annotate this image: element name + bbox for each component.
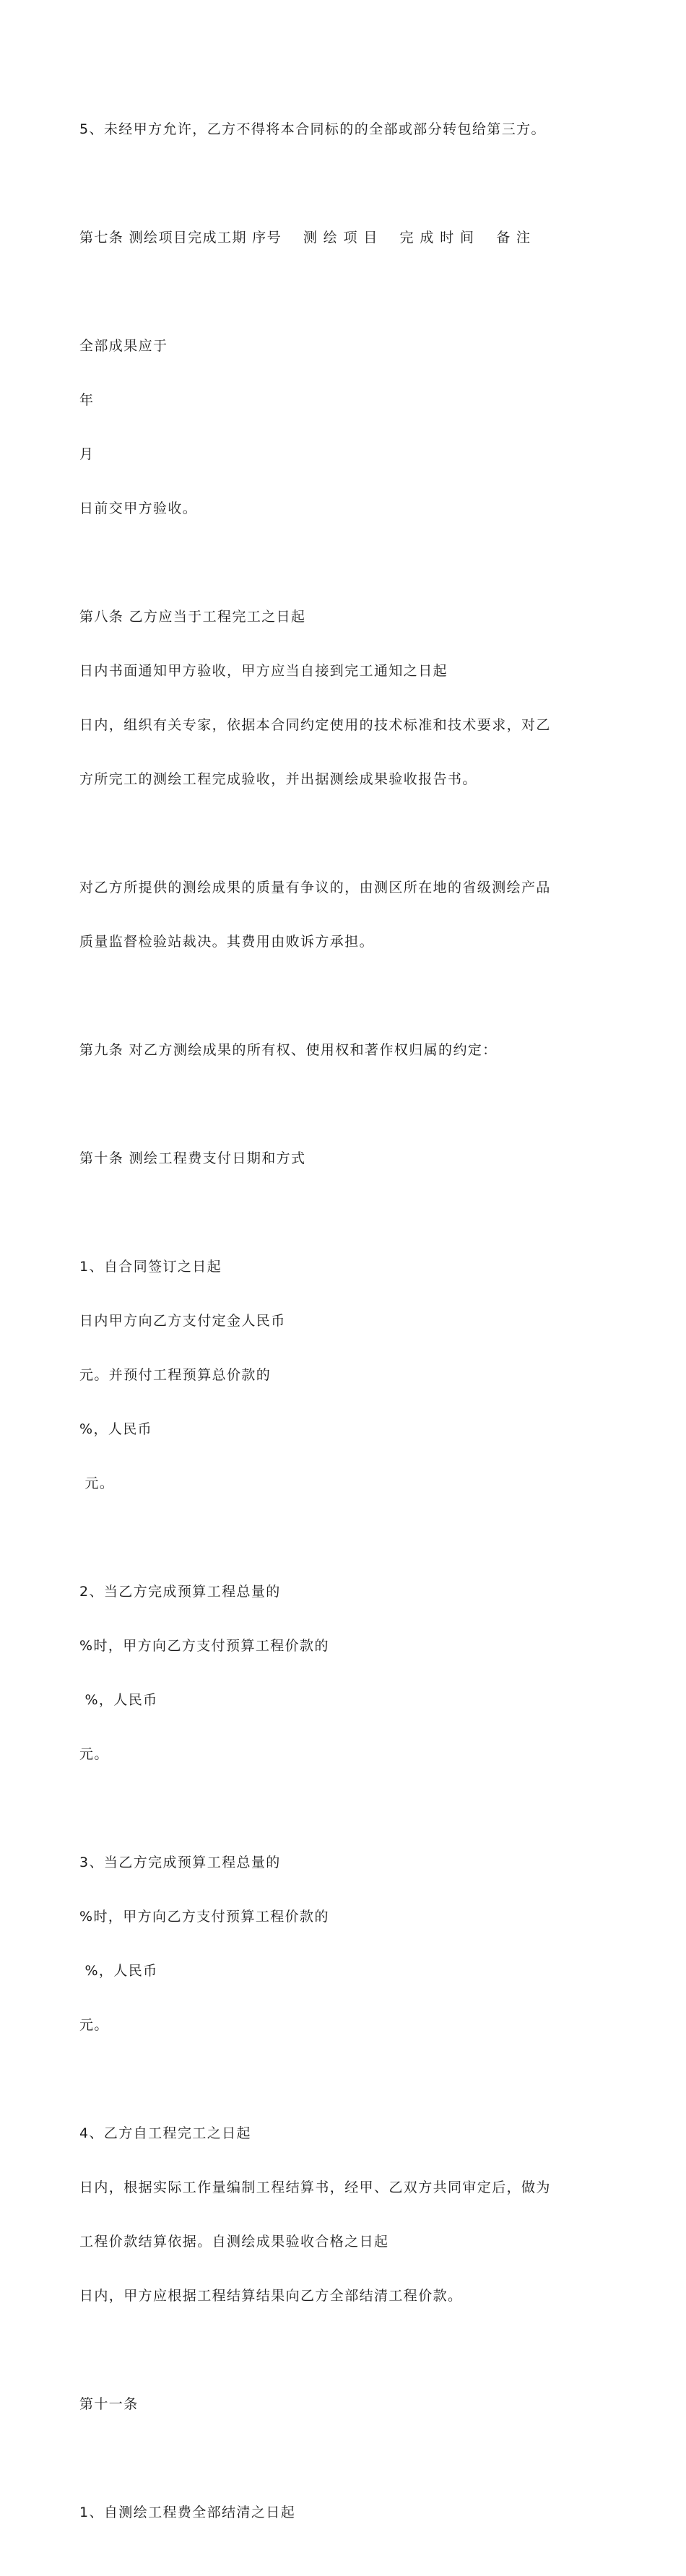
clause-10-item-3 bbox=[79, 1818, 614, 2070]
text-line: %，人民币 bbox=[79, 1963, 158, 1979]
text-line: 元。 bbox=[79, 2017, 109, 2033]
text-line: %时，甲方向乙方支付预算工程价款的 bbox=[79, 1638, 329, 1654]
text-line: 对乙方所提供的测绘成果的质量有争议的，由测区所在地的省级测绘产品 bbox=[79, 880, 551, 895]
text-line: 第七条 测绘项目完成工期 序号 测 绘 项 目 完 成 时 间 备 注 bbox=[79, 230, 531, 246]
clause-7-heading bbox=[79, 193, 614, 283]
text-line: 5、未经甲方允许，乙方不得将本合同标的的全部或部分转包给第三方。 bbox=[79, 121, 546, 137]
clause-11-heading bbox=[79, 2359, 614, 2450]
text-line: 1、自合同签订之日起 bbox=[79, 1259, 222, 1275]
clause-10-item-1 bbox=[79, 1222, 614, 1529]
clause-8 bbox=[79, 572, 614, 825]
clause-7-deadline bbox=[79, 301, 614, 554]
document-page bbox=[79, 84, 614, 2576]
text-line: 工程价款结算依据。自测绘成果验收合格之日起 bbox=[79, 2234, 389, 2250]
text-line: 年 bbox=[79, 392, 95, 408]
text-line: 1、自测绘工程费全部结清之日起 bbox=[79, 2505, 296, 2520]
text-line: 第九条 对乙方测绘成果的所有权、使用权和著作权归属的约定： bbox=[79, 1042, 498, 1058]
text-line: 日内，甲方应根据工程结算结果向乙方全部结清工程价款。 bbox=[79, 2288, 463, 2304]
text-line: 4、乙方自工程完工之日起 bbox=[79, 2125, 251, 2141]
text-line: 日内，组织有关专家，依据本合同约定使用的技术标准和技术要求，对乙 bbox=[79, 717, 551, 733]
text-line: %，人民币 bbox=[79, 1692, 158, 1708]
text-line: 日内甲方向乙方支付定金人民币 bbox=[79, 1313, 286, 1329]
text-line: %时，甲方向乙方支付预算工程价款的 bbox=[79, 1909, 329, 1925]
text-line: %，人民币 bbox=[79, 1421, 153, 1437]
text-line: 质量监督检验站裁决。其费用由败诉方承担。 bbox=[79, 934, 375, 950]
text-line: 日内，根据实际工作量编制工程结算书，经甲、乙双方共同审定后，做为 bbox=[79, 2180, 551, 2195]
text-line: 日内书面通知甲方验收，甲方应当自接到完工通知之日起 bbox=[79, 663, 448, 679]
clause-6-item-5 bbox=[79, 84, 614, 175]
clause-9 bbox=[79, 1005, 614, 1096]
clause-11-item-1 bbox=[79, 2468, 614, 2558]
text-line: 第十一条 bbox=[79, 2396, 139, 2412]
clause-10-item-2 bbox=[79, 1547, 614, 1800]
text-line: 第十条 测绘工程费支付日期和方式 bbox=[79, 1150, 306, 1166]
text-line: 3、当乙方完成预算工程总量的 bbox=[79, 1855, 281, 1870]
text-line: 元。并预付工程预算总价款的 bbox=[79, 1367, 272, 1383]
text-line: 日前交甲方验收。 bbox=[79, 500, 198, 516]
text-line: 元。 bbox=[79, 1746, 109, 1762]
quality-dispute bbox=[79, 843, 614, 987]
text-line: 月 bbox=[79, 446, 95, 462]
text-line: 2、当乙方完成预算工程总量的 bbox=[79, 1584, 281, 1600]
clause-10-heading bbox=[79, 1114, 614, 1204]
text-line: 第八条 乙方应当于工程完工之日起 bbox=[79, 609, 306, 625]
text-line: 全部成果应于 bbox=[79, 338, 168, 354]
clause-10-item-4 bbox=[79, 2089, 614, 2341]
text-line: 方所完工的测绘工程完成验收，并出据测绘成果验收报告书。 bbox=[79, 771, 477, 787]
text-line: 元。 bbox=[79, 1475, 115, 1491]
